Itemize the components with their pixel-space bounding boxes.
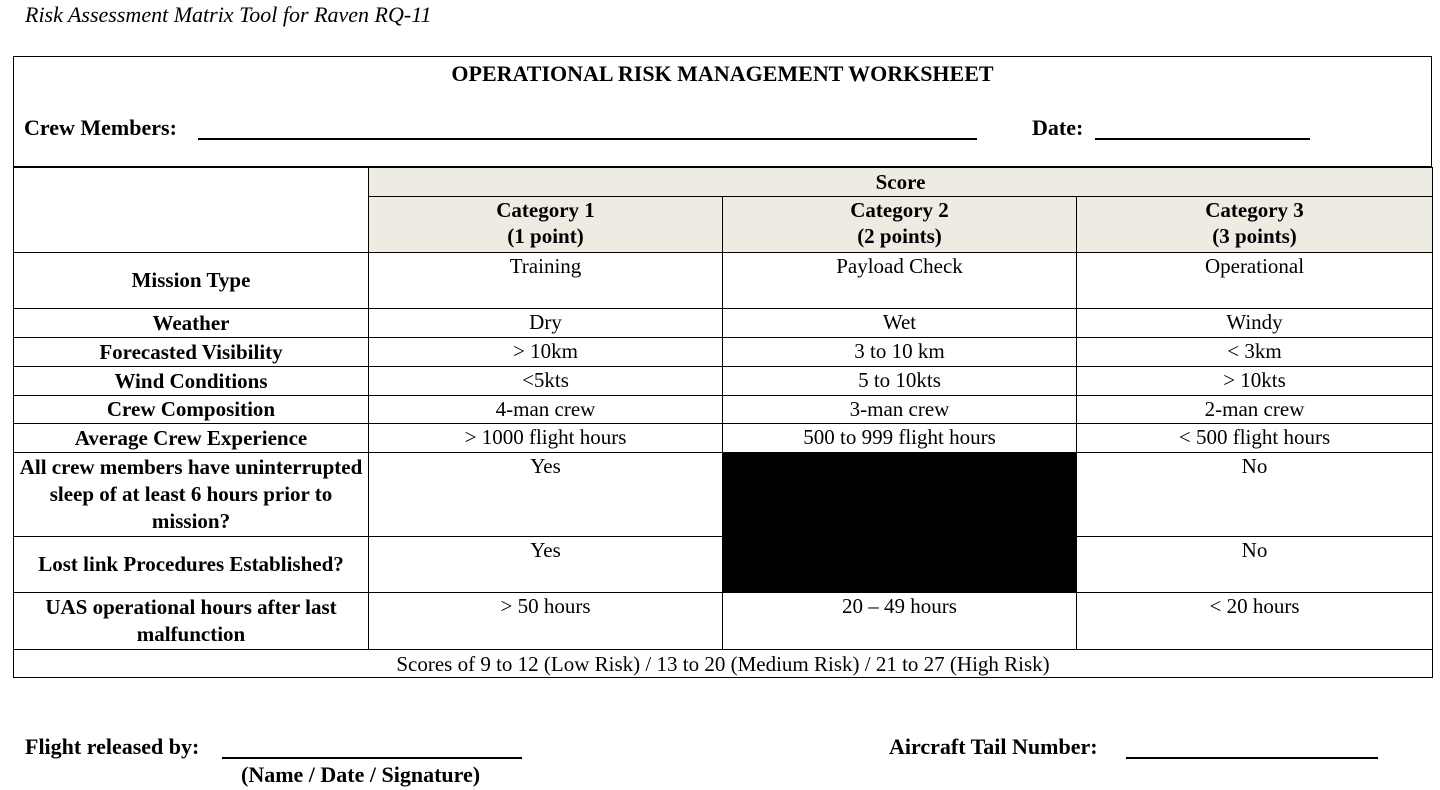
category-header bbox=[723, 197, 1077, 253]
risk-factor-label: Crew Composition bbox=[14, 396, 369, 424]
category-header bbox=[1077, 197, 1433, 253]
category-name: Category 3 bbox=[1205, 198, 1304, 222]
category-points: (3 points) bbox=[1212, 224, 1297, 248]
risk-factor-label: Mission Type bbox=[14, 253, 369, 309]
category-3-option: 2-man crew bbox=[1077, 396, 1433, 424]
category-1-option: > 1000 flight hours bbox=[369, 424, 723, 453]
category-2-option: 5 to 10kts bbox=[723, 367, 1077, 396]
category-1-option: > 50 hours bbox=[369, 593, 723, 650]
category-3-option: < 3km bbox=[1077, 338, 1433, 367]
risk-factor-label: All crew members have uninterrupted sleep of at least 6 hours prior to mission? bbox=[14, 453, 369, 537]
category-1-option: Yes bbox=[369, 453, 723, 537]
category-2-option: 20 – 49 hours bbox=[723, 593, 1077, 650]
category-2-option: 3-man crew bbox=[723, 396, 1077, 424]
risk-factor-label: Average Crew Experience bbox=[14, 424, 369, 453]
category-points: (2 points) bbox=[857, 224, 942, 248]
category-3-option: Windy bbox=[1077, 309, 1433, 338]
category-3-option: > 10kts bbox=[1077, 367, 1433, 396]
signature-hint: (Name / Date / Signature) bbox=[241, 762, 481, 787]
table-row bbox=[14, 309, 1433, 338]
category-3-option: < 500 flight hours bbox=[1077, 424, 1433, 453]
aircraft-tail-number-label: Aircraft Tail Number: bbox=[889, 734, 1098, 759]
risk-factor-label: Weather bbox=[14, 309, 369, 338]
worksheet-header bbox=[13, 56, 1432, 167]
category-2-option: 500 to 999 flight hours bbox=[723, 424, 1077, 453]
document-title: Risk Assessment Matrix Tool for Raven RQ-11 bbox=[25, 2, 432, 27]
category-2-option: Wet bbox=[723, 309, 1077, 338]
flight-released-by-label: Flight released by: bbox=[25, 734, 200, 759]
table-row bbox=[14, 593, 1433, 650]
worksheet-title: OPERATIONAL RISK MANAGEMENT WORKSHEET bbox=[451, 61, 994, 86]
category-1-option: > 10km bbox=[369, 338, 723, 367]
category-name: Category 1 bbox=[496, 198, 595, 222]
category-1-option: Yes bbox=[369, 537, 723, 593]
risk-factor-label: Lost link Procedures Established? bbox=[14, 537, 369, 593]
category-2-option: 3 to 10 km bbox=[723, 338, 1077, 367]
category-1-option: Training bbox=[369, 253, 723, 309]
category-3-option: Operational bbox=[1077, 253, 1433, 309]
table-row bbox=[14, 253, 1433, 309]
risk-factor-label: Forecasted Visibility bbox=[14, 338, 369, 367]
table-row bbox=[14, 453, 1433, 537]
category-1-option: Dry bbox=[369, 309, 723, 338]
table-row bbox=[14, 396, 1433, 424]
table-row bbox=[14, 338, 1433, 367]
category-header bbox=[369, 197, 723, 253]
category-1-option: <5kts bbox=[369, 367, 723, 396]
risk-matrix-table bbox=[13, 167, 1433, 678]
score-header: Score bbox=[369, 168, 1433, 197]
date-field[interactable] bbox=[1095, 138, 1310, 140]
crew-members-label: Crew Members: bbox=[24, 115, 177, 140]
redacted-block bbox=[723, 453, 1077, 593]
risk-factor-label: UAS operational hours after last malfunction bbox=[14, 593, 369, 650]
category-2-option: Payload Check bbox=[723, 253, 1077, 309]
aircraft-tail-number-field[interactable] bbox=[1126, 757, 1378, 759]
flight-released-by-field[interactable] bbox=[222, 757, 522, 759]
category-1-option: 4-man crew bbox=[369, 396, 723, 424]
blank-header-cell bbox=[14, 168, 369, 253]
date-label: Date: bbox=[1032, 115, 1084, 140]
risk-factor-label: Wind Conditions bbox=[14, 367, 369, 396]
table-row bbox=[14, 367, 1433, 396]
category-points: (1 point) bbox=[507, 224, 584, 248]
table-row bbox=[14, 424, 1433, 453]
category-name: Category 2 bbox=[850, 198, 949, 222]
score-legend: Scores of 9 to 12 (Low Risk) / 13 to 20 (Medium Risk) / 21 to 27 (High Risk) bbox=[14, 650, 1433, 678]
crew-members-field[interactable] bbox=[198, 138, 977, 140]
category-3-option: < 20 hours bbox=[1077, 593, 1433, 650]
category-3-option: No bbox=[1077, 537, 1433, 593]
category-3-option: No bbox=[1077, 453, 1433, 537]
